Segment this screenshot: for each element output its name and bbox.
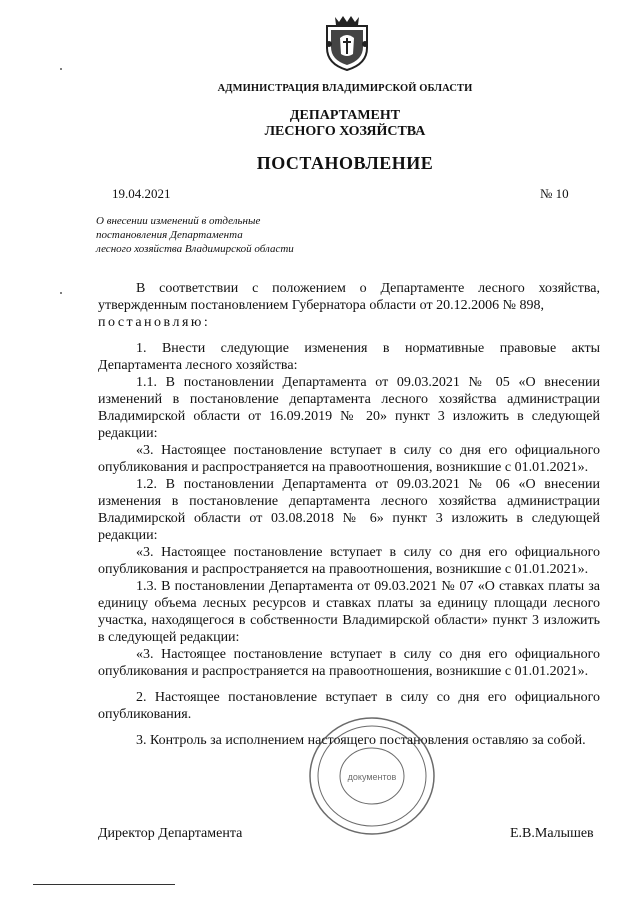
paragraph-2: 2. Настоящее постановление вступает в силу со дня его официального опубликования. <box>98 690 600 722</box>
document-number: № 10 <box>540 186 569 201</box>
paragraph-1-3: 1.3. В постановлении Департамента от 09.03.2021 № 07 «О ставках платы за единицу объема лесных ресурсов и ставках платы за единицу площади лесного участка, находящегося в собственности Владимирской области» пункт 3 изложить в следующей редакции: <box>98 579 600 645</box>
scan-speck <box>60 68 62 70</box>
signatory-name: Е.В.Малышев <box>510 826 594 841</box>
paragraph-1-2: 1.2. В постановлении Департамента от 09.03.2021 № 06 «О внесении изменения в постановление департамента лесного хозяйства администрации Владимирской области от 03.08.2018 № 6» пункт 3 изложить в следующей редакции: <box>98 477 600 543</box>
footer-divider <box>33 884 175 885</box>
paragraph-3: 3. Контроль за исполнением настоящего постановления оставляю за собой. <box>136 733 586 748</box>
paragraph-1: 1. Внести следующие изменения в нормативные правовые акты Департамента лесного хозяйства: <box>98 341 600 373</box>
organization-name: АДМИНИСТРАЦИЯ ВЛАДИМИРСКОЙ ОБЛАСТИ <box>217 83 473 94</box>
subject-line: постановления Департамента <box>96 229 243 241</box>
department-title-line1: ДЕПАРТАМЕНТ <box>289 108 401 123</box>
coat-of-arms-emblem <box>323 14 371 72</box>
signatory-position: Директор Департамента <box>98 826 243 841</box>
preamble-paragraph <box>98 280 600 331</box>
official-seal-stamp <box>290 710 440 840</box>
resolution-word: постановляю: <box>98 315 211 330</box>
subject-line: О внесении изменений в отдельные <box>96 215 261 227</box>
document-type-heading: ПОСТАНОВЛЕНИЕ <box>256 153 434 173</box>
paragraph-1-1: 1.1. В постановлении Департамента от 09.03.2021 № 05 «О внесении изменений в постановление департамента лесного хозяйства администрации Владимирской области от 16.09.2019 № 20» пункт 3 изложить в следующей редакции: <box>98 375 600 441</box>
quote-1-3: «3. Настоящее постановление вступает в силу со дня его официального опубликования и распространяется на правоотношения, возникшие с 01.01.2021». <box>98 647 600 679</box>
document-date: 19.04.2021 <box>112 186 171 201</box>
document-body <box>98 280 600 749</box>
document-subject <box>96 214 356 256</box>
scan-speck <box>60 292 62 294</box>
department-title-line2: ЛЕСНОГО ХОЗЯЙСТВА <box>264 124 426 139</box>
quote-1-1: «3. Настоящее постановление вступает в силу со дня его официального опубликования и распространяется на правоотношения, возникшие с 01.01.2021». <box>98 443 600 475</box>
stamp-text: документов <box>347 772 397 782</box>
preamble-text: В соответствии с положением о Департаменте лесного хозяйства, утвержденным постановлением Губернатора области от 20.12.2006 № 898, <box>98 281 600 313</box>
quote-1-2: «3. Настоящее постановление вступает в силу со дня его официального опубликования и распространяется на правоотношения, возникшие с 01.01.2021». <box>98 545 600 577</box>
subject-line: лесного хозяйства Владимирской области <box>96 243 294 255</box>
